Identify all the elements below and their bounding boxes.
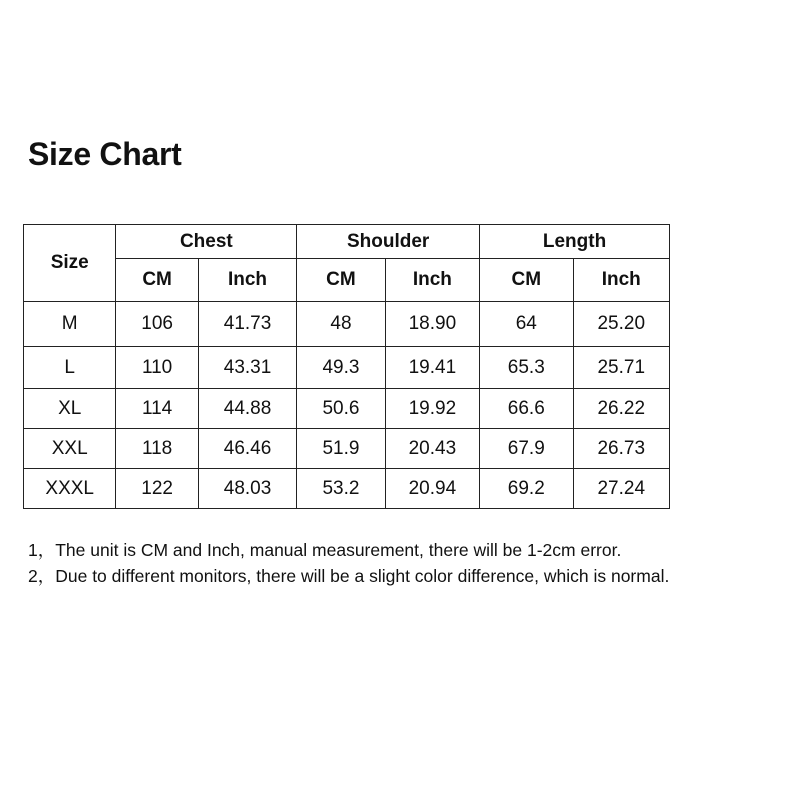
table-row — [24, 347, 670, 389]
table-cell: 43.31 — [198, 347, 296, 389]
table-cell: 64 — [480, 302, 573, 347]
table-cell: 25.71 — [573, 347, 670, 389]
table-cell: 20.43 — [385, 429, 479, 469]
table-cell: 50.6 — [297, 389, 385, 429]
table-cell: 65.3 — [480, 347, 573, 389]
table-header-row — [24, 225, 670, 259]
table-cell: 19.92 — [385, 389, 479, 429]
unit-header: Inch — [198, 259, 296, 302]
size-cell: XXXL — [24, 469, 116, 509]
table-row — [24, 389, 670, 429]
size-cell: M — [24, 302, 116, 347]
table-cell: 106 — [116, 302, 198, 347]
table-unit-row — [24, 259, 670, 302]
length-group-header: Length — [480, 225, 670, 259]
size-cell: L — [24, 347, 116, 389]
table-row — [24, 429, 670, 469]
table-cell: 66.6 — [480, 389, 573, 429]
table-cell: 41.73 — [198, 302, 296, 347]
size-cell: XXL — [24, 429, 116, 469]
size-column-header: Size — [24, 225, 116, 302]
notes-block — [28, 537, 669, 589]
unit-header: Inch — [573, 259, 670, 302]
table-cell: 26.73 — [573, 429, 670, 469]
table-cell: 114 — [116, 389, 198, 429]
table-cell: 118 — [116, 429, 198, 469]
size-table — [23, 224, 670, 509]
table-cell: 67.9 — [480, 429, 573, 469]
shoulder-group-header: Shoulder — [297, 225, 480, 259]
table-cell: 46.46 — [198, 429, 296, 469]
table-cell: 18.90 — [385, 302, 479, 347]
note-color: 2，Due to different monitors, there will be a slight color difference, which is normal. — [28, 566, 670, 586]
table-cell: 27.24 — [573, 469, 670, 509]
table-cell: 48 — [297, 302, 385, 347]
unit-header: Inch — [385, 259, 479, 302]
note-measurement: 1，The unit is CM and Inch, manual measurement, there will be 1-2cm error. — [28, 540, 622, 560]
page-title: Size Chart — [28, 136, 182, 172]
table-cell: 48.03 — [198, 469, 296, 509]
table-cell: 25.20 — [573, 302, 670, 347]
table-cell: 26.22 — [573, 389, 670, 429]
size-cell: XL — [24, 389, 116, 429]
unit-header: CM — [297, 259, 385, 302]
table-cell: 49.3 — [297, 347, 385, 389]
table-cell: 44.88 — [198, 389, 296, 429]
chest-group-header: Chest — [116, 225, 297, 259]
table-row — [24, 469, 670, 509]
table-cell: 20.94 — [385, 469, 479, 509]
table-cell: 69.2 — [480, 469, 573, 509]
table-cell: 51.9 — [297, 429, 385, 469]
table-cell: 19.41 — [385, 347, 479, 389]
table-cell: 122 — [116, 469, 198, 509]
unit-header: CM — [116, 259, 198, 302]
table-row — [24, 302, 670, 347]
unit-header: CM — [480, 259, 573, 302]
table-cell: 110 — [116, 347, 198, 389]
table-cell: 53.2 — [297, 469, 385, 509]
